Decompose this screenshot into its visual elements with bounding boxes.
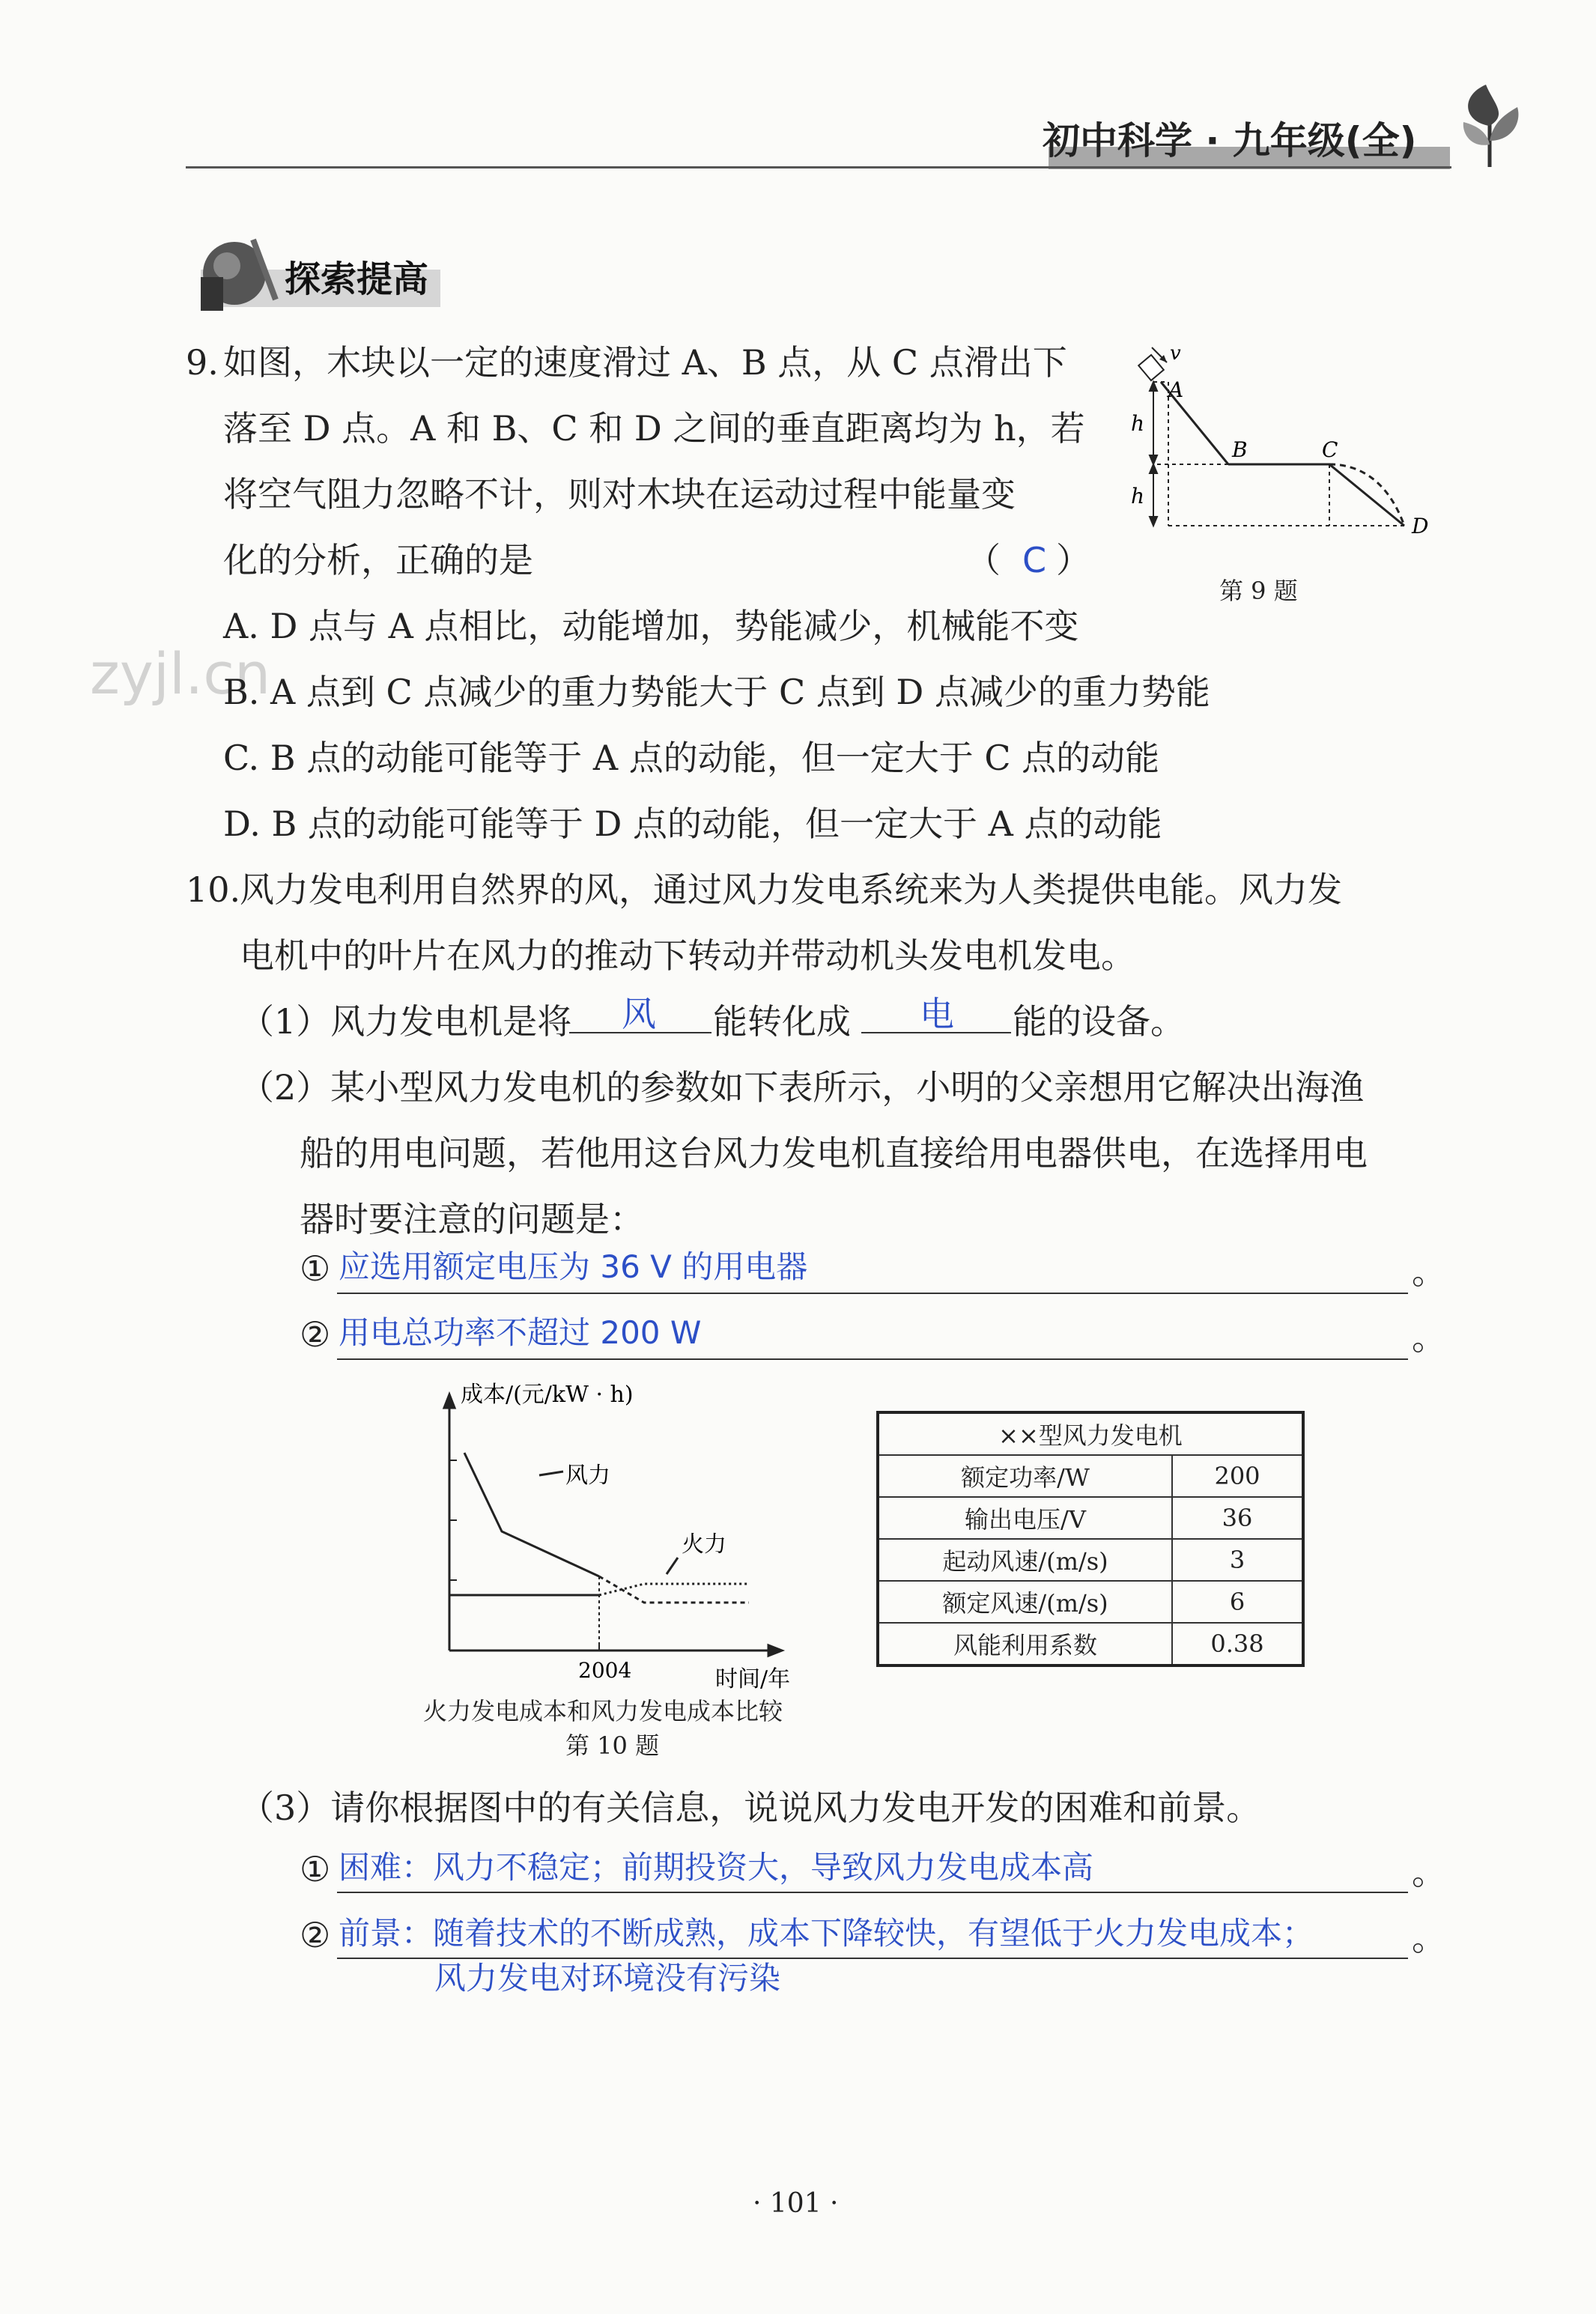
legend-thermal-pointer [667,1558,678,1574]
q9-figure-caption: 第 9 题 [1219,577,1298,605]
q9-paren-open: （ [966,540,1001,580]
q10-p2-end-1: 。 [1412,1251,1446,1292]
spec-table-title: ××型风力发电机 [878,1412,1303,1455]
legend-wind: 风力 [565,1463,610,1489]
spec-table [876,1411,1305,1667]
q10-p1-mid: 能转化成 [713,1001,851,1042]
chart-xlabel: 时间/年 [715,1666,791,1692]
q10-p1-pre: （1）风力发电机是将 [240,1001,572,1042]
q9-option-a: A. D 点与 A 点相比，动能增加，势能减少，机械能不变 [223,606,1079,646]
thermal-series-projection [599,1584,749,1595]
q9-line-2: 落至 D 点。A 和 B、C 和 D 之间的垂直距离均为 h，若 [223,408,1085,449]
spec-label: 输出电压/V [878,1497,1172,1539]
q9-label-v: v [1170,342,1181,365]
header-title: 初中科学 · 九年级(全) [1043,119,1417,163]
q9-answer: C [1022,540,1047,580]
q10-p3-mark-1: ① [300,1849,331,1889]
q10-p3-ans2a: 前景：随着技术的不断成熟，成本下降较快，有望低于火力发电成本； [339,1915,1314,1952]
chart-axes [444,1394,782,1656]
q9-line-4: 化的分析，正确的是 [223,540,533,580]
leaf-icon [1456,81,1523,171]
watermark: zyjl.cn [90,640,271,707]
q10-p2-end-2: 。 [1412,1317,1446,1358]
chart-ylabel: 成本/(元/kW · h) [461,1382,634,1408]
page-number: · 101 · [753,2188,839,2219]
header-rule [186,166,1451,168]
q10-p2-line-3: 器时要注意的问题是： [300,1199,644,1239]
q9-ramp [1161,382,1404,526]
q10-p3-ans2b: 风力发电对环境没有污染 [434,1960,781,1996]
q10-p3-mark-2: ② [300,1915,331,1955]
q10-p3-end-2: 。 [1412,1918,1446,1958]
q10-p2-line-ans1 [337,1293,1408,1294]
q10-p2-ans2: 用电总功率不超过 200 W [339,1314,702,1351]
spec-label: 风能利用系数 [878,1623,1172,1665]
q10-p1-ans2: 电 [920,994,954,1034]
spec-value: 6 [1172,1581,1303,1623]
q9-paren-close: ） [1056,540,1090,580]
q10-intro-1: 风力发电利用自然界的风，通过风力发电系统来为人类提供电能。风力发 [240,869,1342,910]
q10-p2-mark-1: ① [300,1248,331,1289]
q9-label-a: A [1168,377,1184,402]
chart-title: 火力发电成本和风力发电成本比较 [423,1697,783,1725]
chart-xtick-2004: 2004 [578,1658,632,1683]
q9-label-h1: h [1131,411,1145,436]
q10-p3-line-ans1 [337,1892,1408,1893]
spec-value: 200 [1172,1455,1303,1497]
q9-option-c: C. B 点的动能可能等于 A 点的动能，但一定大于 C 点的动能 [223,738,1160,778]
table-row [878,1623,1303,1665]
spec-value: 0.38 [1172,1623,1303,1665]
q9-label-h2: h [1131,484,1145,508]
q9-line-1: 如图，木块以一定的速度滑过 A、B 点，从 C 点滑出下 [223,342,1067,383]
q9-label-d: D [1412,514,1429,538]
q10-p3-ans1: 困难：风力不稳定；前期投资大，导致风力发电成本高 [339,1849,1094,1886]
q9-label-b: B [1232,437,1248,462]
legend-thermal: 火力 [682,1531,726,1558]
spec-label: 额定风速/(m/s) [878,1581,1172,1623]
q9-figure [1123,337,1453,554]
q10-p3-end-1: 。 [1412,1852,1446,1892]
spec-value: 3 [1172,1539,1303,1581]
q10-p2-line-ans2 [337,1358,1408,1360]
q10-p2-ans1: 应选用额定电压为 36 V 的用电器 [339,1248,808,1285]
q9-number: 9. [186,342,219,383]
q9-option-b: B. A 点到 C 点减少的重力势能大于 C 点到 D 点减少的重力势能 [223,672,1210,712]
spec-value: 36 [1172,1497,1303,1539]
q10-p3-line: （3）请你根据图中的有关信息，说说风力发电开发的困难和前景。 [240,1788,1261,1828]
q10-figure-caption: 第 10 题 [565,1731,660,1760]
table-row [878,1455,1303,1497]
q10-intro-2: 电机中的叶片在风力的推动下转动并带动机头发电机发电。 [240,935,1135,976]
legend-wind-pointer [539,1472,563,1475]
q9-option-d: D. B 点的动能可能等于 D 点的动能，但一定大于 A 点的动能 [223,804,1162,844]
q10-p2-line-2: 船的用电问题，若他用这台风力发电机直接给用电器供电，在选择用电 [300,1133,1368,1173]
q10-p1-post: 能的设备。 [1013,1001,1185,1042]
q9-line-3: 将空气阻力忽略不计，则对木块在运动过程中能量变 [223,474,1016,514]
table-row [878,1539,1303,1581]
q10-p1-ans1: 风 [622,994,656,1034]
cost-chart [419,1378,839,1692]
q9-label-c: C [1322,437,1338,462]
q10-number: 10. [186,869,241,910]
q10-p2-line-1: （2）某小型风力发电机的参数如下表所示，小明的父亲想用它解决出海渔 [240,1067,1365,1108]
spec-label: 额定功率/W [878,1455,1172,1497]
q10-p2-mark-2: ② [300,1314,331,1355]
table-row [878,1581,1303,1623]
table-row [878,1497,1303,1539]
section-title: 探索提高 [285,258,429,300]
spec-label: 起动风速/(m/s) [878,1539,1172,1581]
